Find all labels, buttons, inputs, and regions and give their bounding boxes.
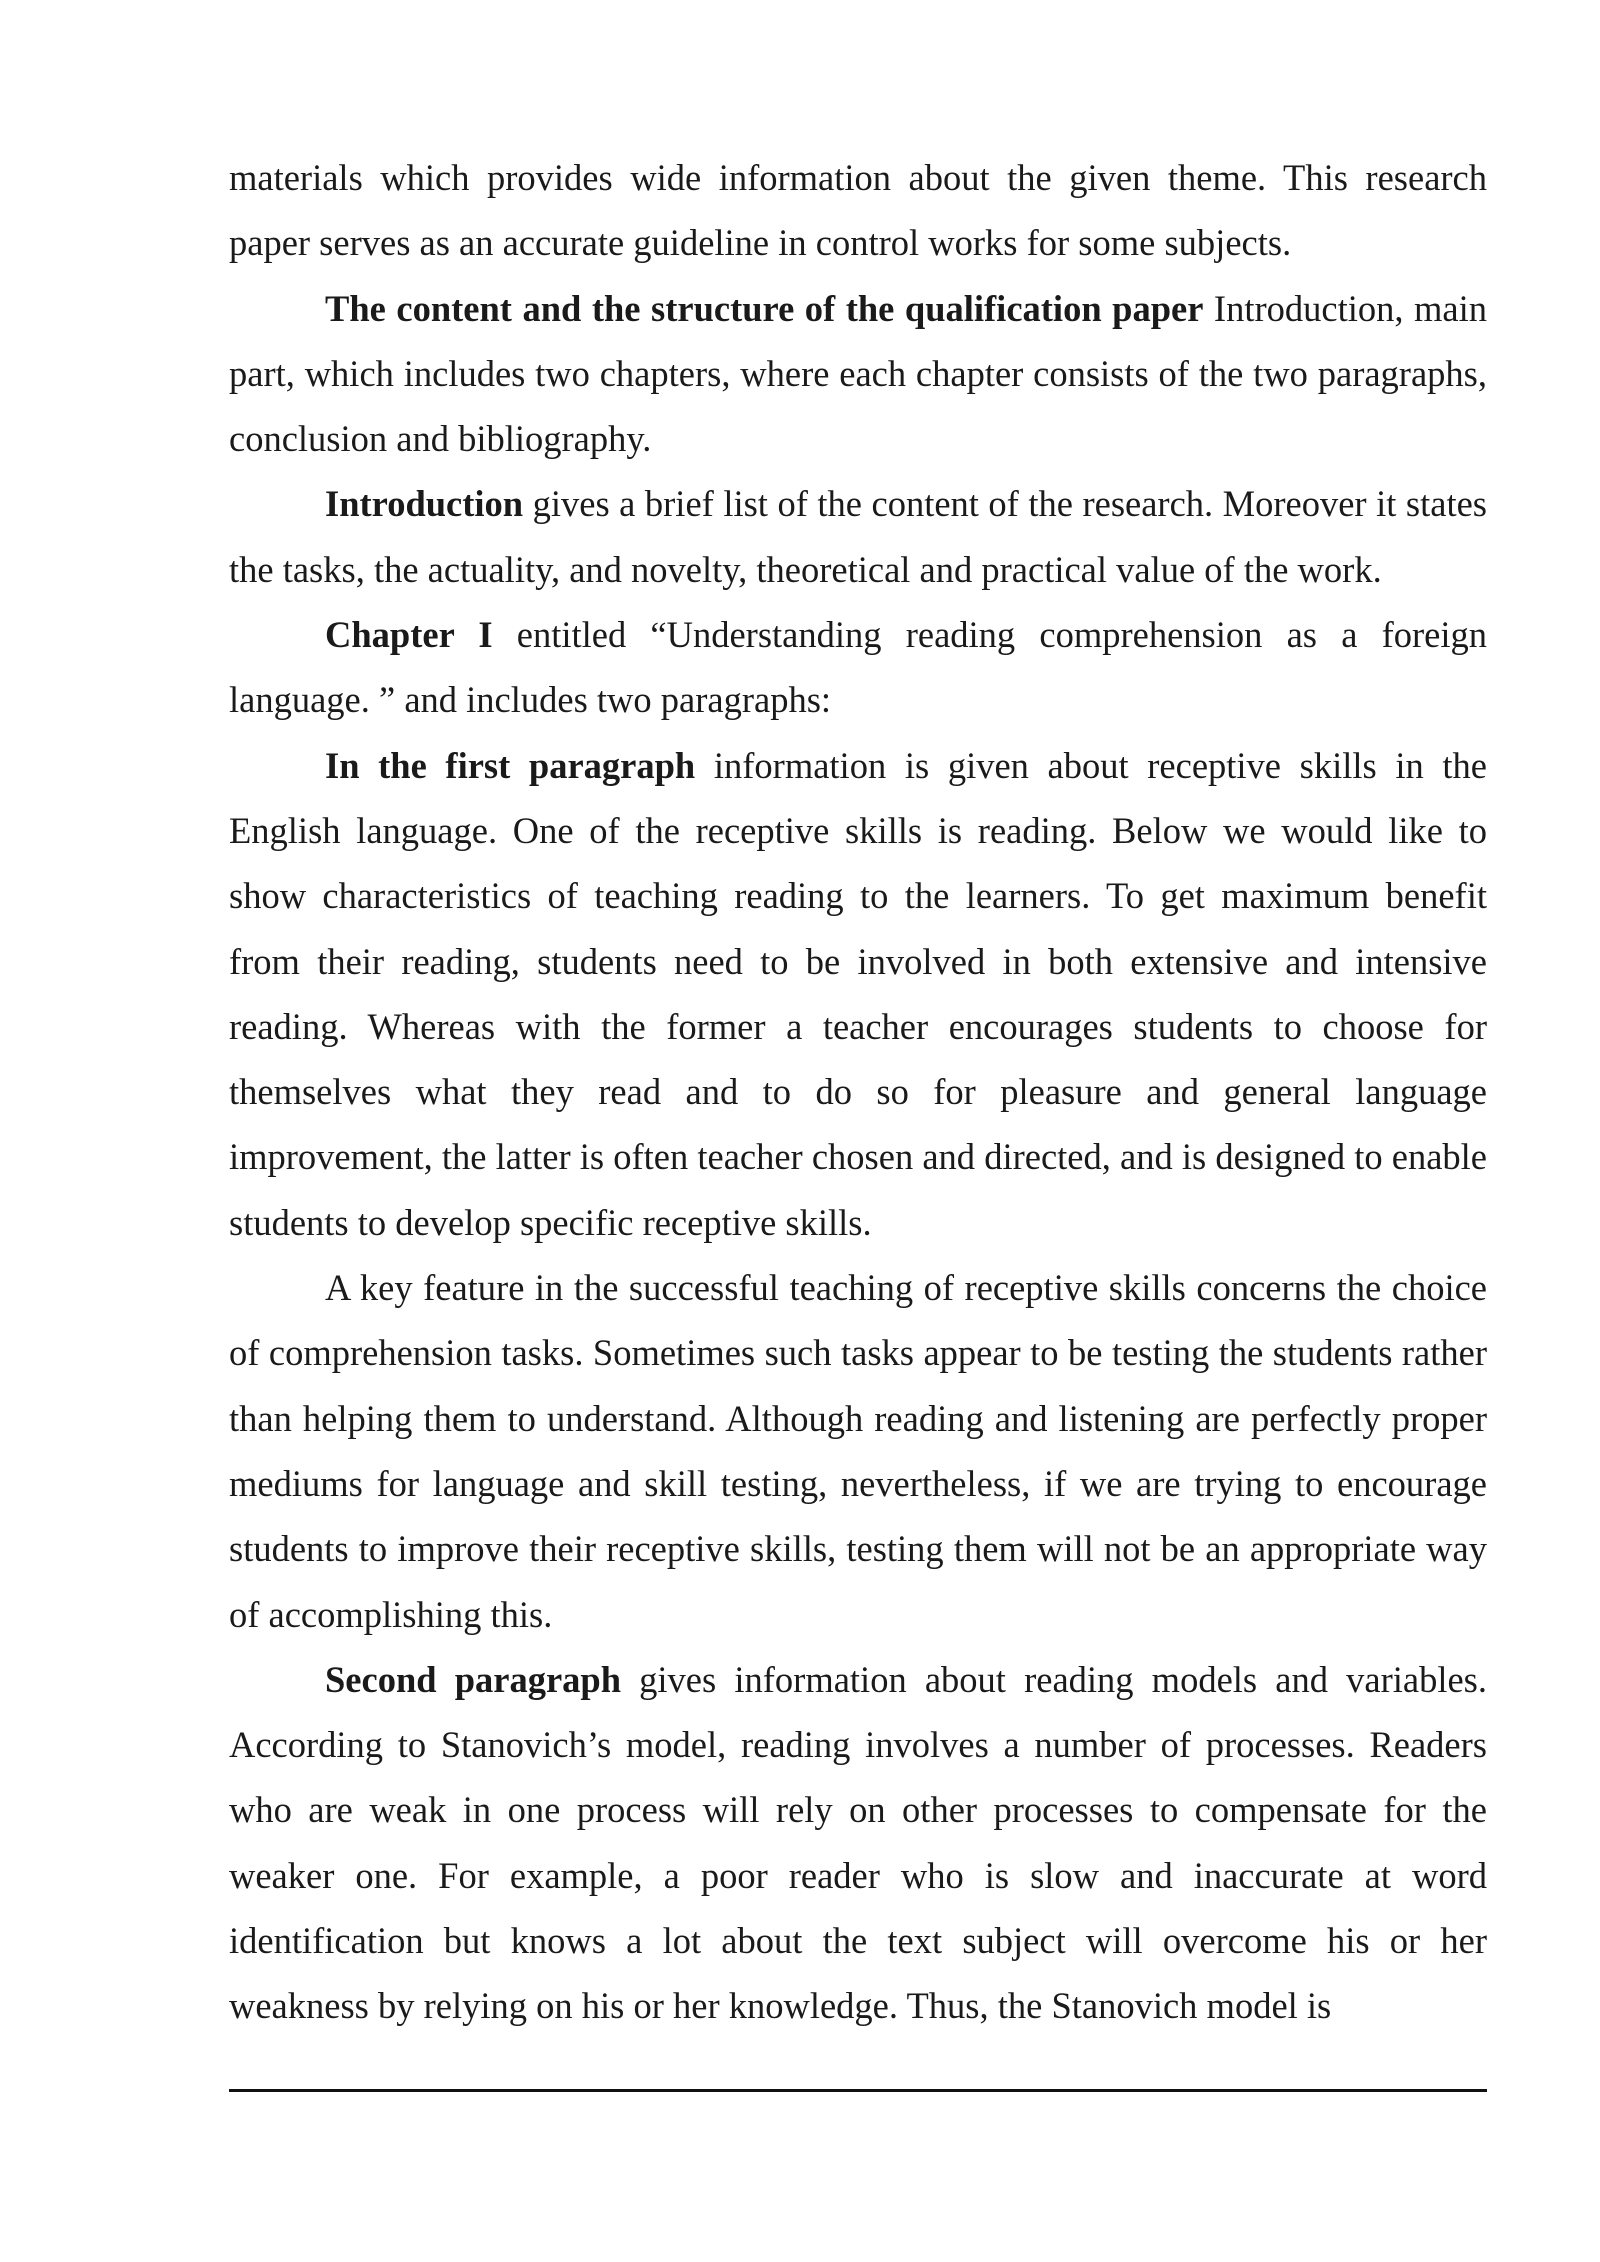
paragraph-text: A key feature in the successful teaching of receptive skills concerns the choice of comprehension tasks. Sometimes such tasks appear to be testing the students rather than helping them to understand. Although reading and listening are perfectly proper mediums for language and skill testing, nevertheless, if we are trying to encourage students to improve their receptive skills, testing them will not be an appropriate way of accomplishing this. [229,1267,1487,1635]
paragraph-text: gives a brief list of the content of the research. Moreover it states the tasks, the actuality, and novelty, theoretical and practical value of the work. [229,483,1487,590]
paragraph-chapter-one [229,602,1487,733]
paragraph-text: entitled “Understanding reading comprehension as a foreign language. ” and includes two paragraphs: [229,614,1488,721]
paragraph-first-paragraph [229,733,1487,1255]
paragraph-introduction [229,471,1487,602]
paragraph-text: gives information about reading models and variables. According to Stanovich’s model, reading involves a number of processes. Readers who are weak in one process will rely on other processes to compensate for the weaker one. For example, a poor reader who is slow and inaccurate at word identification but knows a lot about the text subject will overcome his or her weakness by relying on his or her knowledge. Thus, the Stanovich model is [229,1658,1487,2027]
paragraph-bold-lead: In the first paragraph [325,744,696,786]
paragraph-content-structure [229,276,1487,472]
paragraph-bold-lead: Chapter I [325,614,493,656]
document-body [229,145,1487,2039]
paragraph-text: Introduction, main part, which includes two chapters, where each chapter consists of the two paragraphs, conclusion and bibliography. [229,287,1487,460]
paragraph-bold-lead: The content and the structure of the qualification paper [325,287,1204,329]
paragraph-intro-continuation [229,145,1487,276]
footer-rule [229,2089,1487,2092]
paragraph-key-feature [229,1255,1487,1647]
paragraph-second-paragraph [229,1647,1487,2039]
paragraph-text: materials which provides wide information about the given theme. This research paper serves as an accurate guideline in control works for some subjects. [229,157,1487,264]
paragraph-bold-lead: Introduction [325,483,524,525]
paragraph-text: information is given about receptive skills in the English language. One of the receptive skills is reading. Below we would like to show characteristics of teaching reading to the learners. To get maximum benefit from their reading, students need to be involved in both extensive and intensive reading. Whereas with the former a teacher encourages students to choose for themselves what they read and to do so for pleasure and general language improvement, the latter is often teacher chosen and directed, and is designed to enable students to develop specific receptive skills. [229,744,1487,1243]
paragraph-bold-lead: Second paragraph [325,1658,622,1700]
